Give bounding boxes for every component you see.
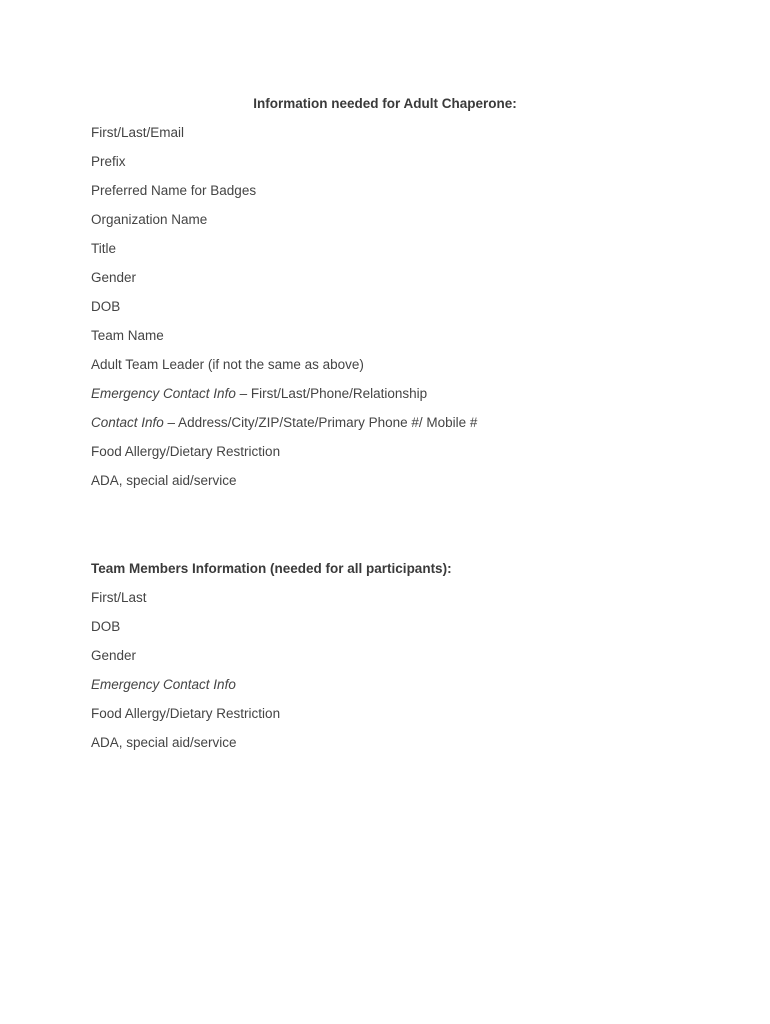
- field-title: Title: [91, 241, 117, 256]
- field-team-name: Team Name: [91, 328, 164, 343]
- field-contact-info: [91, 414, 477, 443]
- contact-info-detail: – Address/City/ZIP/State/Primary Phone #/ Mobile #: [163, 415, 478, 430]
- field-gender: Gender: [91, 270, 137, 285]
- document-title: Information needed for Adult Chaperone:: [253, 96, 517, 111]
- team-field-food-allergy: Food Allergy/Dietary Restriction: [91, 706, 281, 721]
- field-preferred-name: Preferred Name for Badges: [91, 183, 257, 198]
- team-field-emergency-contact: [91, 676, 452, 705]
- field-first-last-email: First/Last/Email: [91, 125, 185, 140]
- field-adult-team-leader: Adult Team Leader (if not the same as above): [91, 357, 364, 372]
- emergency-contact-detail: – First/Last/Phone/Relationship: [235, 386, 428, 401]
- team-field-ada-service: ADA, special aid/service: [91, 735, 237, 750]
- field-ada-service: ADA, special aid/service: [91, 473, 237, 488]
- team-members-section: [91, 560, 452, 763]
- adult-chaperone-section: [91, 124, 477, 501]
- team-field-dob: DOB: [91, 619, 121, 634]
- field-prefix: Prefix: [91, 154, 126, 169]
- team-field-gender: Gender: [91, 648, 137, 663]
- field-organization-name: Organization Name: [91, 212, 208, 227]
- field-food-allergy: Food Allergy/Dietary Restriction: [91, 444, 281, 459]
- team-members-heading: Team Members Information (needed for all participants):: [91, 561, 452, 576]
- team-field-first-last: First/Last: [91, 590, 147, 605]
- emergency-contact-label: Emergency Contact Info: [91, 386, 236, 401]
- team-emergency-contact-label: Emergency Contact Info: [91, 677, 236, 692]
- contact-info-label: Contact Info: [91, 415, 164, 430]
- field-emergency-contact: [91, 385, 477, 414]
- field-dob: DOB: [91, 299, 121, 314]
